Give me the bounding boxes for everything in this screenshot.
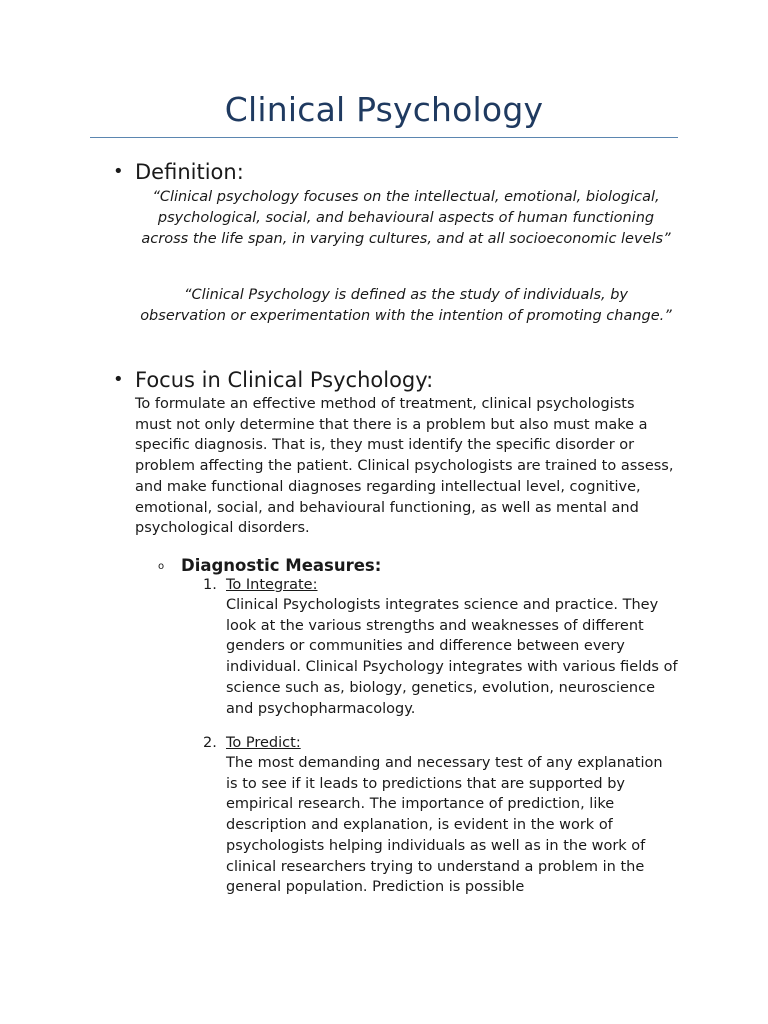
- diagnostic-measures-heading: [158, 556, 381, 575]
- focus-heading: [113, 368, 433, 392]
- focus-paragraph: To formulate an effective method of treatment, clinical psychologists must not only determine that there is a problem but also must make a specific diagnosis. That is, they must identify the specific disorder or problem affecting the patient. Clinical psychologists are trained to assess, and make functional diagnoses regarding intellectual level, cognitive, emotional, social, and behavioural functioning, as well as mental and psychological disorders.: [135, 396, 674, 537]
- focus-heading-text: Focus in Clinical Psychology:: [135, 368, 434, 392]
- definition-heading-text: Definition:: [135, 160, 244, 184]
- item-label: To Predict:: [226, 735, 301, 751]
- definition-heading: [113, 160, 244, 184]
- numbered-item-integrate: [203, 577, 683, 593]
- document-title: Clinical Psychology: [224, 90, 544, 129]
- diagnostic-measures-heading-text: Diagnostic Measures:: [181, 556, 382, 575]
- circle-bullet-icon: o: [158, 561, 165, 572]
- title-divider: [90, 137, 678, 138]
- item-number: 2.: [203, 735, 217, 751]
- bullet-icon: •: [113, 161, 124, 182]
- item-number: 1.: [203, 577, 217, 593]
- item-predict-text: The most demanding and necessary test of any explanation is to see if it leads to predictions that are supported by empirical research. The importance of prediction, like description and explanation, is evident in the work of psychologists helping individuals as well as in the work of clinical researchers trying to understand a problem in the general population. Prediction is possible: [226, 755, 663, 896]
- bullet-icon: •: [113, 369, 124, 390]
- definition-quote-1: “Clinical psychology focuses on the intellectual, emotional, biological, psychological, social, and behavioural aspects of human functioning across the life span, in varying cultures, and at all socioeconomic levels”: [141, 189, 671, 247]
- numbered-item-predict: [203, 735, 683, 751]
- item-label: To Integrate:: [226, 577, 318, 593]
- item-integrate-text: Clinical Psychologists integrates science and practice. They look at the various strengths and weaknesses of different genders or communities and difference between every individual. Clinical Psychology integrates with various fields of science such as, biology, genetics, evolution, neuroscience and psychopharmacology.: [226, 597, 678, 717]
- definition-quote-2: “Clinical Psychology is defined as the study of individuals, by observation or experimentation with the intention of promoting change.”: [140, 287, 672, 324]
